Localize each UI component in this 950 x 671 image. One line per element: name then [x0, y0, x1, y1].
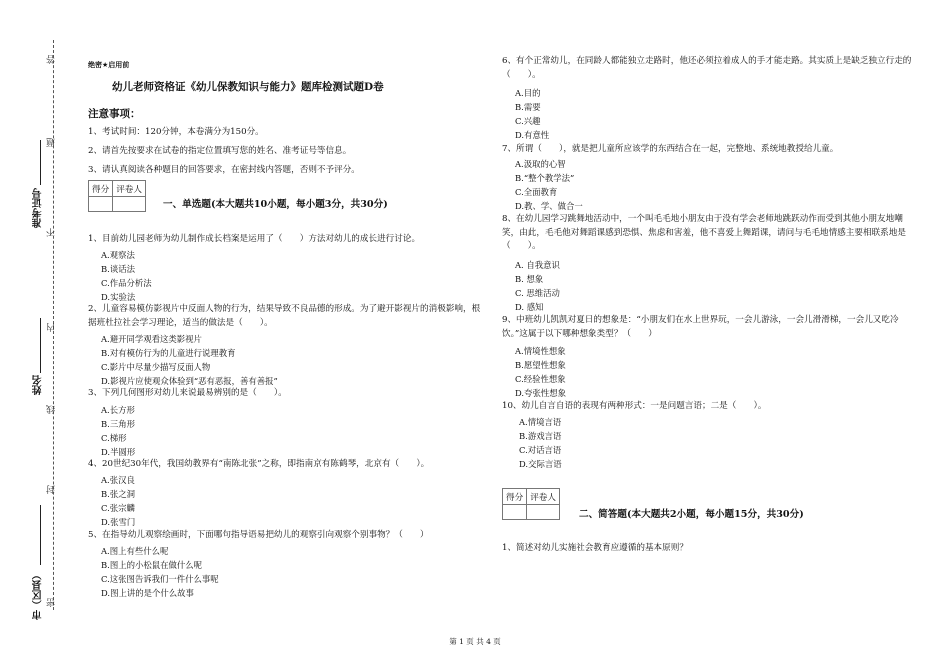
exam-number-field[interactable]	[40, 140, 41, 185]
option[interactable]: B.三角形	[101, 419, 135, 429]
exam-number-label: 准考证号	[33, 188, 44, 228]
question-stem: 8、在幼儿园学习跳舞地活动中，一个叫毛毛地小朋友由于没有学会老师地跳跃动作而受到其他小朋友地嘲笑，由此，毛毛他对舞蹈课感到恐惧、焦虑和害羞，他不喜爱上舞蹈课，请问与毛毛地情感主要相联系地是（ ）。	[502, 214, 906, 251]
region-field[interactable]	[40, 505, 41, 565]
option[interactable]: A.情境性想象	[515, 346, 566, 356]
option[interactable]: A.图上有些什么呢	[101, 546, 169, 556]
option[interactable]: A.情境言语	[519, 417, 562, 427]
option[interactable]: A.汲取的心智	[515, 159, 566, 169]
option[interactable]: D.教、学、做合一	[515, 201, 583, 211]
option[interactable]: B. 想象	[515, 274, 544, 284]
notice-item: 2、请首先按要求在试卷的指定位置填写您的姓名、准考证号等信息。	[88, 146, 352, 156]
question-stem: 1、简述对幼儿实施社会教育应遵循的基本原则？	[502, 543, 688, 553]
score-cell[interactable]	[503, 505, 527, 520]
seal-mark: 题	[47, 138, 57, 147]
question-stem: 5、在指导幼儿观察绘画时，下面哪句指导语易把幼儿的观察引向观察个别事物？（ ）	[88, 530, 429, 540]
question-stem: 2、儿童容易模仿影视片中反面人物的行为，结果导致不良品德的形成。为了避开影视片的消极影响，根据班杜拉社会学习理论，适当的做法是（ ）。	[88, 304, 481, 328]
section-heading: 二、简答题(本大题共2小题，每小题15分，共30分)	[579, 509, 804, 520]
page-number: 第 1 页 共 4 页	[449, 637, 501, 646]
grader-label: 评卷人	[113, 181, 146, 197]
option[interactable]: A.避开同学观看这类影视片	[101, 334, 202, 344]
option[interactable]: B.愿望性想象	[515, 360, 566, 370]
option[interactable]: C.这张图告诉我们一件什么事呢	[101, 574, 219, 584]
score-label: 得分	[89, 181, 113, 197]
option[interactable]: D.张雪门	[101, 517, 136, 527]
question-stem: 1、目前幼儿园老师为幼儿制作成长档案是运用了（ ）方法对幼儿的成长进行讨论。	[88, 234, 421, 244]
question-stem: 7、所谓（ ），就是把儿童所应该学的东西结合在一起，完整地、系统地教授给儿童。	[502, 144, 839, 154]
option[interactable]: D.有意性	[515, 130, 550, 140]
seal-mark: 线	[47, 405, 57, 414]
seal-mark: 答	[47, 55, 57, 64]
option[interactable]: D.图上讲的是个什么故事	[101, 588, 194, 598]
option[interactable]: D.夸张性想象	[515, 388, 566, 398]
option[interactable]: C.作品分析法	[101, 278, 152, 288]
option[interactable]: C.兴趣	[515, 116, 541, 126]
option[interactable]: A.张汉良	[101, 475, 135, 485]
grader-label: 评卷人	[527, 489, 560, 505]
option[interactable]: C.影片中尽量少描写反面人物	[101, 362, 211, 372]
question-stem: 6、有个正常幼儿，在同龄人都能独立走路时，他还必须拉着成人的手才能走路。其实质上是缺乏独立行走的（ ）。	[502, 56, 912, 80]
question-stem: 4、20世纪30年代，我国幼教界有“南陈北张”之称，即指南京有陈鹤琴，北京有（ ）。	[88, 459, 430, 469]
seal-mark: 内	[47, 323, 57, 332]
name-field[interactable]	[40, 318, 41, 373]
seal-mark: 不	[47, 228, 57, 237]
option[interactable]: C.全面教育	[515, 187, 558, 197]
seal-mark: 封	[47, 485, 57, 494]
option[interactable]: A.观察法	[101, 250, 135, 260]
option[interactable]: B.图上的小松鼠在做什么呢	[101, 560, 202, 570]
option[interactable]: B.需要	[515, 102, 541, 112]
region-label: 市（区县）	[33, 570, 44, 620]
question-stem: 3、下列几何图形对幼儿来说最易辨别的是（ ）。	[88, 388, 287, 398]
option[interactable]: C. 思维活动	[515, 288, 560, 298]
score-label: 得分	[503, 489, 527, 505]
option[interactable]: C.梯形	[101, 433, 127, 443]
option[interactable]: A.长方形	[101, 405, 135, 415]
option[interactable]: C.经验性想象	[515, 374, 566, 384]
option[interactable]: C.张宗麟	[101, 503, 135, 513]
option[interactable]: C.对话言语	[519, 445, 562, 455]
option[interactable]: B.“整个教学法”	[515, 173, 575, 183]
option[interactable]: B.游戏言语	[519, 431, 562, 441]
option[interactable]: B.张之洞	[101, 489, 135, 499]
notice-item: 3、请认真阅读各种题目的回答要求，在密封线内答题，否则不予评分。	[88, 165, 360, 175]
option[interactable]: D.影视片应使观众体验到“恶有恶报，善有善报”	[101, 376, 278, 386]
notice-item: 1、考试时间：120分钟，本卷满分为150分。	[88, 127, 264, 137]
option[interactable]: D.实验法	[101, 292, 136, 302]
option[interactable]: D. 感知	[515, 302, 544, 312]
score-box	[88, 180, 146, 212]
name-label: 姓名	[33, 375, 44, 395]
grader-cell[interactable]	[527, 505, 560, 520]
secret-label: 绝密★启用前	[88, 61, 130, 69]
binding-margin	[0, 0, 80, 671]
grader-cell[interactable]	[113, 197, 146, 212]
question-stem: 9、中班幼儿凯凯对夏日的想象是：“小朋友们在水上世界玩，一会儿游泳，一会儿滑滑梯，一会儿又吃冷饮。”这属于以下哪种想象类型？（ ）	[502, 315, 899, 339]
option[interactable]: A.目的	[515, 88, 541, 98]
seal-mark: 密	[47, 598, 57, 607]
option[interactable]: D.半圆形	[101, 447, 136, 457]
option[interactable]: A. 自我意识	[515, 260, 560, 270]
notice-heading: 注意事项：	[88, 108, 141, 120]
section-heading: 一、单选题(本大题共10小题，每小题3分，共30分)	[163, 199, 388, 210]
option[interactable]: B.谈话法	[101, 264, 135, 274]
option[interactable]: B.对有模仿行为的儿童进行说理教育	[101, 348, 236, 358]
question-stem: 10、幼儿自言自语的表现有两种形式：一是问题言语；二是（ ）。	[502, 401, 767, 411]
option[interactable]: D.交际言语	[519, 459, 562, 469]
score-box	[502, 488, 560, 520]
score-cell[interactable]	[89, 197, 113, 212]
page-title: 幼儿老师资格证《幼儿保教知识与能力》题库检测试题D卷	[112, 81, 384, 93]
